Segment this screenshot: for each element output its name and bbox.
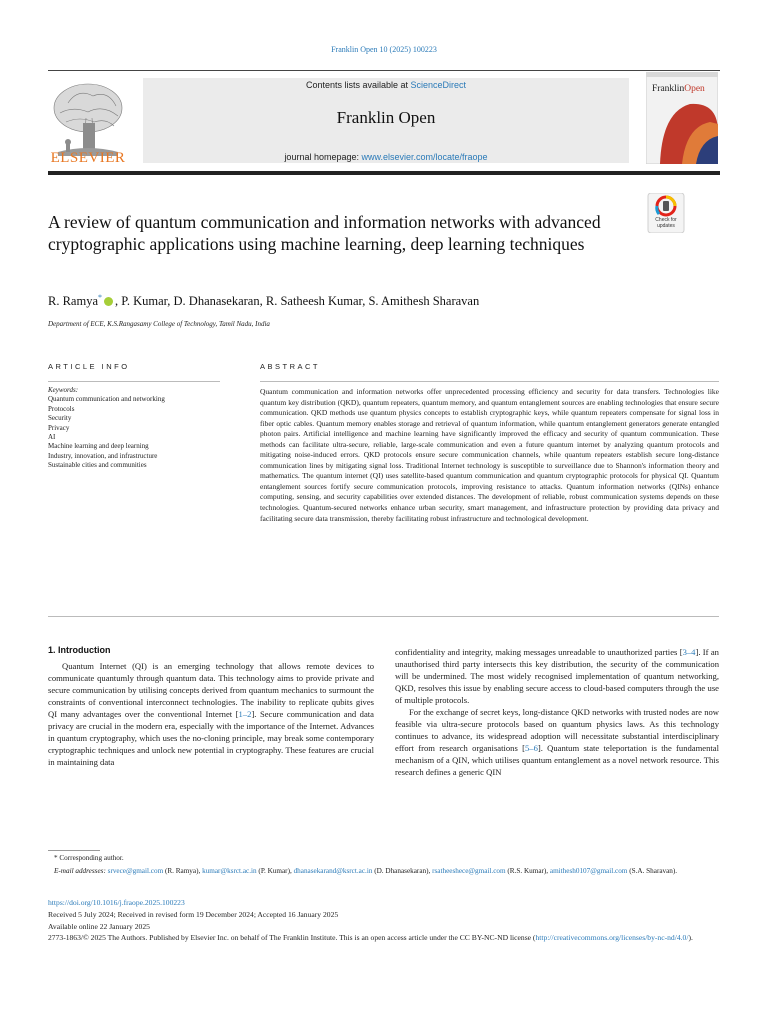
citation-link[interactable]: 3–4 [682, 647, 696, 657]
email-owner: (S.A. Sharavan). [627, 866, 678, 875]
intro-paragraph [48, 660, 374, 768]
author-name[interactable]: R. Satheesh Kumar [265, 294, 363, 309]
email-link[interactable]: amithesh0107@gmail.com [549, 866, 628, 875]
orcid-icon[interactable] [104, 297, 113, 306]
email-link[interactable]: kumar@ksrct.ac.in [202, 866, 257, 875]
cover-title-open: Open [684, 84, 705, 94]
cover-title [652, 84, 705, 94]
elsevier-wordmark: ELSEVIER [50, 150, 126, 166]
email-link[interactable]: dhanasekarand@ksrct.ac.in [293, 866, 373, 875]
check-for-updates-badge[interactable] [646, 193, 686, 233]
header-bottom-rule [48, 171, 720, 175]
author-affiliation: Department of ECE, K.S.Rangasamy College of Technology, Tamil Nadu, India [48, 320, 270, 328]
abstract-rule [260, 381, 719, 382]
doi-link[interactable]: https://doi.org/10.1016/j.fraope.2025.100223 [48, 898, 185, 907]
keywords-heading: Keywords: [48, 386, 79, 394]
homepage-prefix: journal homepage: [284, 152, 362, 162]
body-column-left [48, 660, 374, 768]
received-dates: Received 5 July 2024; Received in revised form 19 December 2024; Accepted 16 January 2025 [48, 909, 339, 919]
contents-prefix: Contents lists available at [305, 80, 411, 90]
author-name[interactable]: D. Dhanasekaran [173, 294, 260, 309]
keyword-item: Security [48, 414, 72, 423]
email-link[interactable]: rsatheeshece@gmail.com [432, 866, 506, 875]
cover-title-franklin: Franklin [652, 84, 685, 94]
keywords-list [48, 386, 223, 471]
article-title: A review of quantum communication and information networks with advanced cryptographic applications using machine learning, deep learning techniques [48, 212, 601, 254]
author-name[interactable]: R. Ramya [48, 294, 98, 309]
abstract-heading: ABSTRACT [260, 362, 321, 371]
journal-name: Franklin Open [336, 108, 436, 127]
journal-homepage-line [143, 152, 629, 162]
keyword-item: Protocols [48, 404, 75, 413]
article-info-rule [48, 381, 220, 382]
license-text: 2773-1863/© 2025 The Authors. Published by Elsevier Inc. on behalf of The Franklin Institute. This is an open access article under the CC BY-NC-ND license ( [48, 933, 536, 943]
corresponding-author-note: * Corresponding author. [54, 854, 124, 862]
keyword-item: AI [48, 433, 56, 442]
introduction-heading: 1. Introduction [48, 645, 111, 655]
journal-reference-link[interactable]: Franklin Open 10 (2025) 100223 [331, 45, 437, 54]
paragraph-text: ]. Secure communication and data privacy are crucial in the modern era, especially with the importance of the Internet. Advances in quantum cryptography, which uses the no-cloning principle, may break some contemporary cryptographic techniques and unlock new potential in cryptography. These features are crucial in maintaining data [48, 709, 374, 767]
footnote-rule [48, 850, 100, 851]
intro-paragraph [395, 646, 719, 706]
article-metadata [48, 897, 719, 944]
email-owner: (R.S. Kumar), [505, 866, 550, 875]
keyword-item: Quantum communication and networking [48, 395, 165, 404]
email-label: E-mail addresses: [54, 866, 108, 875]
check-updates-line-1: Check for [655, 217, 677, 223]
license-text-end: ). [688, 933, 693, 943]
header-top-rule [48, 70, 720, 71]
paragraph-text: For the exchange of secret keys, long-distance QKD networks with trusted nodes are now feasible via ultra-secure protocols based on quantum physics laws. As this technology continues to advance, its widespread adoption will necessitate substantial interdisciplinary effort from research organisations [ [395, 707, 719, 753]
journal-cover-thumbnail [646, 72, 718, 164]
license-statement [48, 932, 719, 944]
check-updates-line-2: updates [657, 223, 675, 229]
available-online-date: Available online 22 January 2025 [48, 921, 150, 931]
keyword-item: Sustainable cities and communities [48, 461, 147, 470]
paragraph-text: confidentiality and integrity, making messages unreadable to unauthorized parties [ [395, 647, 683, 657]
abstract-body: Quantum communication and information networks offer unprecedented processing efficiency and security for data transfers. Technologies like quantum key distribution (QKD), quantum repeaters, quantum memory, and quantum entanglement sources are enabling technologies that ensure secure communication. QKD methods use quantum physics concepts to establish cryptographic keys, while quantum repeaters compensate for signal loss in fiber optic cables. Quantum memory enables storage and retrieval of quantum information, while quantum entanglement generators generate entangled photon pairs. Artificial intelligence and machine learning have significantly improved the efficacy and security of quantum communication. These methods can facilitate ultra-secure, reliable, large-scale communication and even a future quantum internet by analyzing quantum protocols and mitigating noise-induced errors. QKD protocols ensure secure communication channels, while quantum repeaters establish secure long-distance communication lines by mitigating signal loss. Traditional Internet technology is susceptible to surveillance due to Shannon's information theory and mathematics. The quantum internet (QI) uses satellite-based quantum communication and quantum cryptographic protocols for physical QI. Quantum entanglement sources fortify secure communication protocols, improving resistance to attacks. Quantum information networks (QINs) enhance computing, sensing, and security capabilities over extended distances. The development of reliable, robust communication systems depends on these technologies. Quantum-secured networks enhance urban security, smart management, and infrastructure protection by providing data privacy and facilitating secure data transmission, thereby facilitating robust infrastructure and technological development. [260, 387, 719, 523]
footnotes [48, 852, 719, 877]
paragraph-text: ]. Quantum state teleportation is the fundamental mechanism of a QIN, which utilises quantum entanglement as a novel network resource. This research defines a generic QIN [395, 743, 720, 777]
article-info-heading: ARTICLE INFO [48, 362, 130, 371]
paragraph-text: ]. If an unauthorised third party intersects this key distribution, the security of the communication will be undermined. The most widely recognised implementation of quantum networking, QKD, resolves this issue by enabling secure access to cloud-based computers through the use of multiple protocols. [395, 647, 719, 705]
keyword-item: Machine learning and deep learning [48, 442, 149, 451]
author-name[interactable]: P. Kumar [121, 294, 168, 309]
contents-available-line [143, 80, 629, 90]
body-column-right [395, 646, 719, 778]
email-addresses [48, 865, 719, 878]
email-link[interactable]: srvece@gmail.com [107, 866, 164, 875]
journal-homepage-link[interactable]: www.elsevier.com/locate/fraope [361, 152, 488, 162]
corresponding-author-mark[interactable]: * [98, 293, 102, 302]
license-link[interactable]: http://creativecommons.org/licenses/by-nc-nd/4.0/ [535, 933, 689, 943]
author-list: R. Ramya* , P. Kumar, D. Dhanasekaran, R. Satheesh Kumar, S. Amithesh Sharavan [48, 293, 480, 309]
email-owner: (P. Kumar), [256, 866, 294, 875]
abstract-bottom-rule [48, 616, 719, 617]
citation-link[interactable]: 5–6 [524, 743, 538, 753]
author-name[interactable]: S. Amithesh Sharavan [368, 294, 480, 309]
email-owner: (R. Ramya), [163, 866, 203, 875]
check-updates-label [646, 217, 686, 229]
email-owner: (D. Dhanasekaran), [372, 866, 433, 875]
keyword-item: Industry, innovation, and infrastructure [48, 451, 158, 460]
citation-link[interactable]: 1–2 [238, 709, 252, 719]
intro-paragraph [395, 706, 719, 778]
keyword-item: Privacy [48, 423, 70, 432]
paragraph-text: Quantum Internet (QI) is an emerging technology that allows remote devices to communicate quantumly through quantum data. This technology aims to provide private and secure communication by utilising concepts derived from quantum mechanics to surmount the constraints of conventional interconnect technologies. The inability to replicate qubits gives QI many advantages over the conventional Internet [ [48, 661, 374, 719]
sciencedirect-link[interactable]: ScienceDirect [410, 80, 467, 90]
